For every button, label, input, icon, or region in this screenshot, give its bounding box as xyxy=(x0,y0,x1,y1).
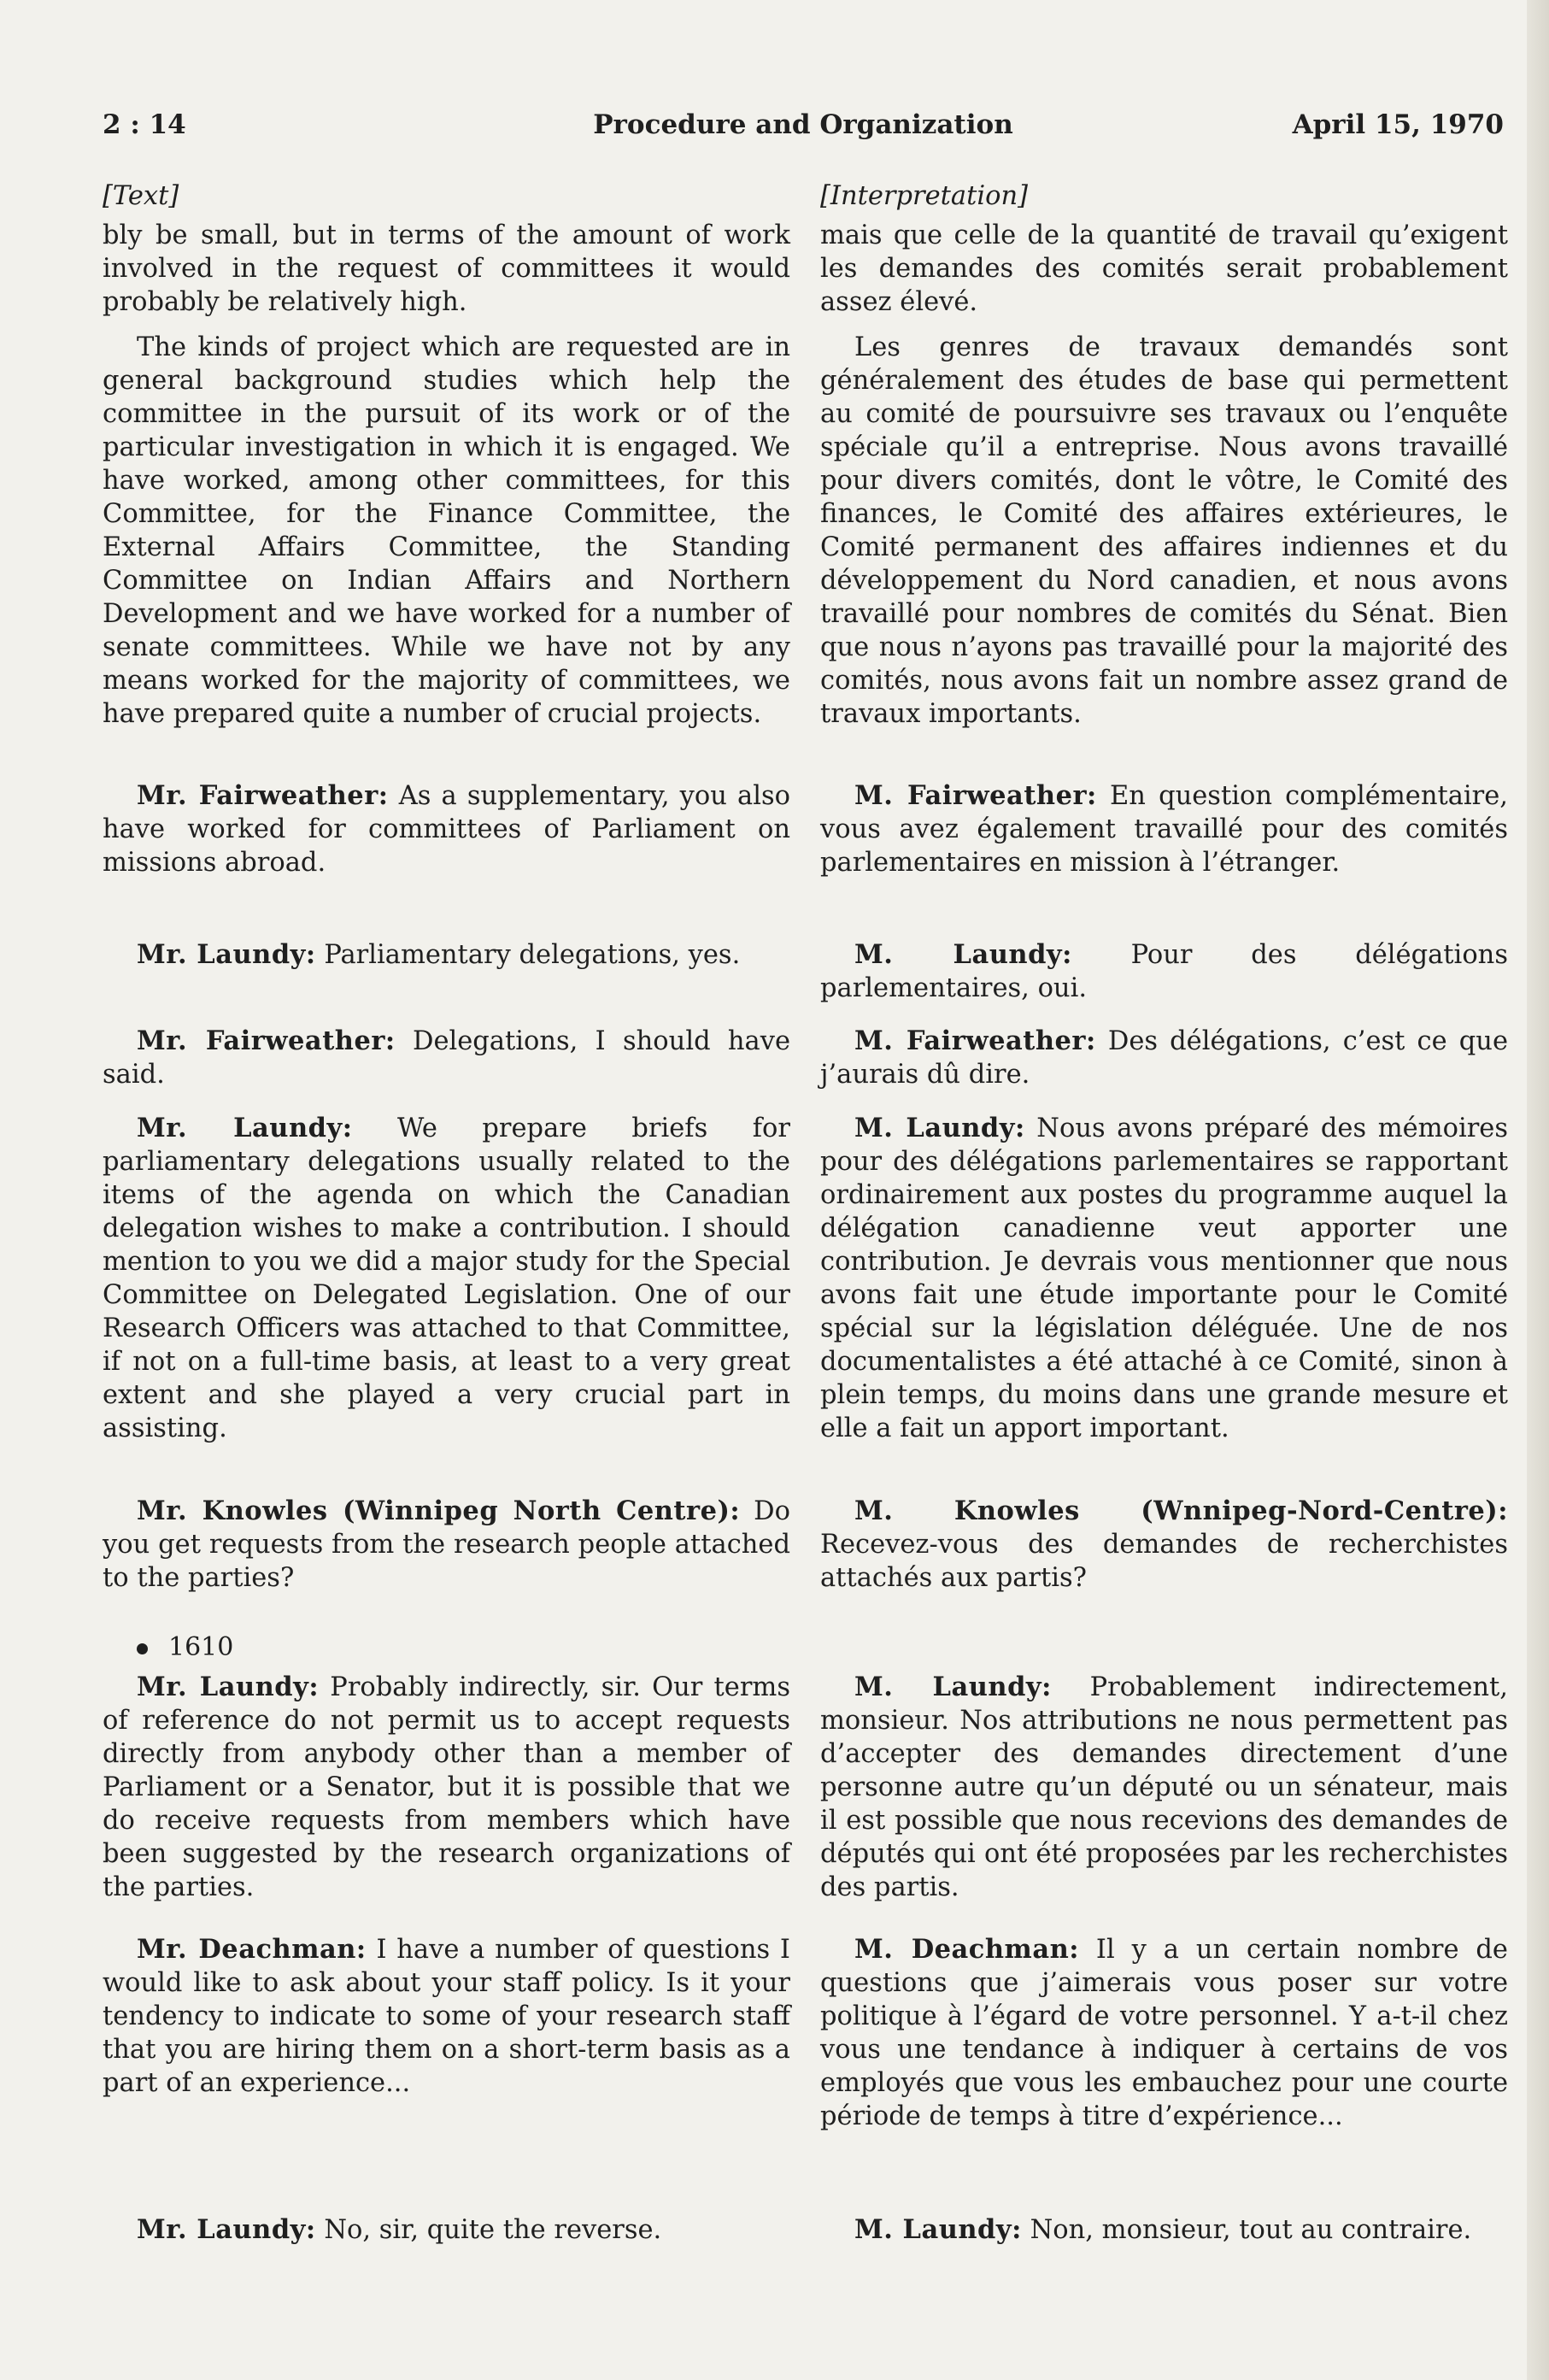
speaker-name: M. Knowles (Wnnipeg-Nord-Centre): xyxy=(854,1496,1508,1526)
page-edge xyxy=(1527,0,1549,2380)
speech xyxy=(820,1495,1508,1595)
english-column xyxy=(103,179,790,2245)
speech xyxy=(820,1025,1508,1091)
speaker-name: Mr. Laundy: xyxy=(137,939,316,970)
speech-text: Recevez-vous des demandes de recherchistes attachés aux partis? xyxy=(820,1530,1508,1593)
speaker-name: M. Laundy: xyxy=(854,2214,1022,2245)
speech xyxy=(820,938,1508,1005)
speaker-name: M. Laundy: xyxy=(854,1672,1052,1702)
speaker-name: Mr. Laundy: xyxy=(137,2214,316,2245)
speech-text: We prepare briefs for parliamentary delegations usually related to the items of the agenda on which the Canadian delegation wishes to make a contribution. I should mention to you we did a major study for the Special Committee on Delegated Legislation. One of our Research Officers was attached to that Committee, if not on a full-time basis, at least to a very great extent and she played a very crucial part in assisting. xyxy=(103,1114,790,1443)
speaker-name: Mr. Laundy: xyxy=(137,1113,353,1143)
speech-text: Il y a un certain nombre de questions que j’aimerais vous poser sur votre politique à l’égard de votre personnel. Y a-t-il chez vous une tendance à indiquer à certains de vos employés que vous les embauchez pour une courte période de temps à titre d’expérience... xyxy=(820,1935,1508,2131)
column-heading-text: [Text] xyxy=(103,181,179,211)
paragraph: mais que celle de la quantité de travail qu’exigent les demandes des comités serait probablement assez élevé. xyxy=(820,220,1508,317)
speech xyxy=(103,779,790,879)
speech-text: Probablement indirectement, monsieur. Nos attributions ne nous permettent pas d’accepter des demandes directement d’une personne autre qu’un député ou un sénateur, mais il est possible que nous recevions des demandes de députés qui ont été proposées par les recherchistes des partis. xyxy=(820,1672,1508,1902)
speech xyxy=(820,779,1508,879)
speech-text: Do you get requests from the research people attached to the parties? xyxy=(103,1496,790,1593)
header-date: April 15, 1970 xyxy=(1292,109,1504,140)
speech xyxy=(820,1112,1508,1445)
speech xyxy=(103,1495,790,1595)
speech xyxy=(103,1112,790,1445)
speech xyxy=(820,2213,1508,2247)
speech-text: No, sir, quite the reverse. xyxy=(315,2215,662,2245)
paragraph: bly be small, but in terms of the amount of work involved in the request of committees it would probably be relatively high. xyxy=(103,220,790,317)
speaker-name: Mr. Deachman: xyxy=(137,1934,367,1965)
speaker-name: M. Fairweather: xyxy=(854,780,1097,811)
speech-text: I have a number of questions I would like to ask about your staff policy. Is it your tendency to indicate to some of your research staff that you are hiring them on a short-term basis as a part of an experience... xyxy=(103,1935,790,2098)
column-heading-interpretation: [Interpretation] xyxy=(820,181,1028,211)
speaker-name: M. Laundy: xyxy=(854,1113,1025,1143)
speech-text: Parliamentary delegations, yes. xyxy=(315,940,741,970)
speaker-name: Mr. Laundy: xyxy=(137,1672,320,1702)
header-title: Procedure and Organization xyxy=(593,109,1013,140)
speech-text: Pour des délégations parlementaires, oui. xyxy=(820,940,1508,1003)
speech xyxy=(820,1933,1508,2133)
paragraph: The kinds of project which are requested are in general background studies which help the committee in the pursuit of its work or of the particular investigation in which it is engaged. We have worked, among other committees, for this Committee, for the Finance Committee, the External Affairs Committee, the Standing Committee on Indian Affairs and Northern Development and we have worked for a number of senate committees. While we have not by any means worked for the majority of committees, we have prepared quite a number of crucial projects. xyxy=(103,332,790,729)
speaker-name: M. Fairweather: xyxy=(854,1025,1096,1056)
speech xyxy=(103,1025,790,1091)
speech-text: Probably indirectly, sir. Our terms of reference do not permit us to accept requests directly from anybody other than a member of Parliament or a Senator, but it is possible that we do receive requests from members which have been suggested by the research organizations of the parties. xyxy=(103,1672,790,1902)
speaker-name: Mr. Knowles (Winnipeg North Centre): xyxy=(137,1496,741,1526)
speech-text: As a supplementary, you also have worked for committees of Parliament on missions abroad. xyxy=(103,781,790,878)
speaker-name: Mr. Fairweather: xyxy=(137,1025,396,1056)
speech-text: Nous avons préparé des mémoires pour des délégations parlementaires se rapportant ordinairement aux postes du programme auquel la délégation canadienne veut apporter une contribution. Je devrais vous mentionner que nous avons fait une étude importante pour le Comité spécial sur la législation déléguée. Une de nos documentalistes a été attaché à ce Comité, sinon à plein temps, du moins dans une grande mesure et elle a fait un apport important. xyxy=(820,1114,1508,1443)
speaker-name: M. Deachman: xyxy=(854,1934,1080,1965)
speaker-name: M. Laundy: xyxy=(854,939,1072,970)
speech-text: Des délégations, c’est ce que j’aurais dû dire. xyxy=(820,1026,1508,1090)
speaker-name: Mr. Fairweather: xyxy=(137,780,389,811)
time-marker-text: 1610 xyxy=(168,1632,234,1662)
speech xyxy=(103,1671,790,1904)
time-marker xyxy=(137,1631,233,1664)
speech xyxy=(103,2213,790,2247)
running-header xyxy=(103,109,1504,152)
speech-text: En question complémentaire, vous avez également travaillé pour des comités parlementaires en mission à l’étranger. xyxy=(820,781,1508,878)
french-column xyxy=(820,179,1508,2245)
page-number: 2 : 14 xyxy=(103,109,186,140)
speech xyxy=(103,1933,790,2100)
speech-text: Non, monsieur, tout au contraire. xyxy=(1021,2215,1472,2245)
bullet-icon xyxy=(137,1643,148,1654)
speech xyxy=(820,1671,1508,1904)
speech-text: Delegations, I should have said. xyxy=(103,1026,790,1090)
speech xyxy=(103,938,790,972)
paragraph: Les genres de travaux demandés sont généralement des études de base qui permettent au comité de poursuivre ses travaux ou l’enquête spéciale qu’il a entreprise. Nous avons travaillé pour divers comités, dont le vôtre, le Comité des finances, le Comité des affaires extérieures, le Comité permanent des affaires indiennes et du développement du Nord canadien, et nous avons travaillé pour nombres de comités du Sénat. Bien que nous n’ayons pas travaillé pour la majorité des comités, nous avons fait un nombre assez grand de travaux importants. xyxy=(820,332,1508,729)
